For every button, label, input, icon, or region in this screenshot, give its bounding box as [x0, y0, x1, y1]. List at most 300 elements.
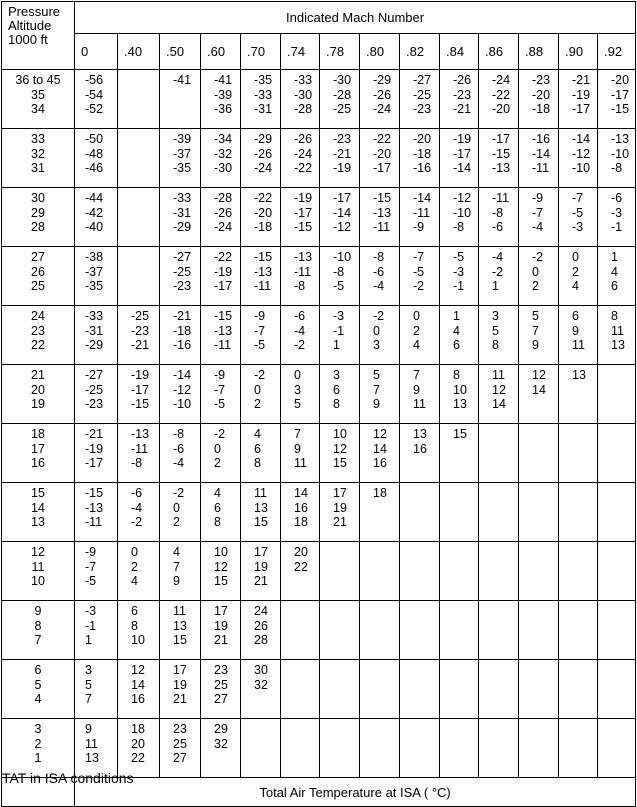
- temperature-value: 0: [131, 545, 138, 559]
- temperature-value: 3: [294, 382, 301, 397]
- temperature-value: -35: [85, 279, 104, 293]
- temperature-cell: [118, 483, 160, 542]
- temperature-cell: [440, 365, 479, 424]
- mach-column-header: .80: [360, 33, 400, 69]
- temperature-value: 0: [572, 250, 579, 264]
- temperature-cell: [559, 542, 598, 601]
- temperature-cell: [598, 365, 636, 424]
- temperature-value: 4: [131, 574, 138, 588]
- temperature-value: 23: [214, 663, 228, 677]
- temperature-value: 13: [173, 618, 187, 633]
- temperature-value: 16: [294, 500, 308, 515]
- altitude-cell: [2, 601, 75, 660]
- temperature-value: -20: [254, 205, 273, 220]
- temperature-cell: [118, 188, 160, 247]
- altitude-cell: [2, 719, 75, 778]
- temperature-value: -18: [413, 146, 432, 161]
- temperature-cell: [479, 542, 519, 601]
- temperature-value: -23: [532, 73, 551, 87]
- temperature-value: 13: [611, 338, 625, 352]
- temperature-value: -14: [413, 191, 432, 205]
- altitude-cell: [2, 660, 75, 719]
- temperature-value: -8: [611, 161, 623, 175]
- footer-label: Total Air Temperature at ISA ( °C): [75, 778, 636, 807]
- altitude-value: 32: [31, 146, 45, 161]
- temperature-cell: [479, 601, 519, 660]
- table-row: [2, 601, 636, 660]
- temperature-cell: [320, 129, 360, 188]
- altitude-value: 19: [31, 397, 45, 411]
- temperature-value: -20: [611, 73, 630, 87]
- temperature-cell: [75, 129, 118, 188]
- temperature-value: 16: [131, 692, 145, 706]
- temperature-value: 20: [294, 545, 308, 559]
- temperature-cell: [160, 247, 201, 306]
- altitude-cell: [2, 542, 75, 601]
- temperature-cell: [360, 719, 400, 778]
- temperature-cell: [320, 365, 360, 424]
- pressure-altitude-line-3: 1000 ft: [8, 32, 48, 47]
- temperature-value: 30: [254, 663, 268, 677]
- temperature-value: -23: [173, 279, 192, 293]
- temperature-cell: [598, 247, 636, 306]
- temperature-value: -19: [453, 132, 472, 146]
- temperature-cell: [201, 601, 241, 660]
- temperature-value: 18: [131, 722, 145, 736]
- temperature-cell: [201, 247, 241, 306]
- temperature-cell: [440, 424, 479, 483]
- temperature-value: 17: [214, 604, 228, 618]
- temperature-cell: [598, 129, 636, 188]
- temperature-value: -29: [85, 338, 104, 352]
- temperature-value: 12: [532, 368, 546, 382]
- table-row: [2, 365, 636, 424]
- altitude-cell: [2, 483, 75, 542]
- altitude-value: 13: [31, 515, 45, 529]
- temperature-value: -3: [85, 604, 97, 618]
- temperature-cell: [201, 424, 241, 483]
- temperature-value: -13: [254, 264, 273, 279]
- temperature-value: -5: [413, 264, 425, 279]
- altitude-value: 9: [34, 604, 42, 618]
- altitude-value: 3: [34, 722, 42, 736]
- temperature-value: -10: [453, 205, 472, 220]
- temperature-value: 7: [373, 382, 380, 397]
- temperature-value: 32: [254, 677, 268, 692]
- temperature-cell: [479, 660, 519, 719]
- mach-column-header: .78: [320, 33, 360, 69]
- temperature-value: -11: [492, 191, 510, 205]
- temperature-value: -7: [214, 382, 226, 397]
- temperature-cell: [281, 306, 320, 365]
- altitude-value: 36 to 45: [15, 73, 61, 87]
- temperature-cell: [201, 719, 241, 778]
- temperature-cell: [118, 247, 160, 306]
- temperature-value: -19: [333, 161, 352, 175]
- temperature-value: 5: [532, 309, 539, 323]
- temperature-cell: [440, 542, 479, 601]
- temperature-value: -28: [294, 102, 313, 116]
- temperature-cell: [118, 424, 160, 483]
- temperature-cell: [241, 188, 281, 247]
- temperature-cell: [598, 601, 636, 660]
- temperature-value: -33: [85, 309, 104, 323]
- temperature-value: -44: [85, 191, 104, 205]
- temperature-value: -34: [214, 132, 233, 146]
- table-row: [2, 660, 636, 719]
- mach-column-header: .88: [519, 33, 559, 69]
- temperature-cell: [281, 365, 320, 424]
- table-row: [2, 483, 636, 542]
- temperature-value: -26: [373, 87, 392, 102]
- temperature-cell: [400, 424, 440, 483]
- temperature-value: -21: [173, 309, 192, 323]
- temperature-value: 2: [532, 279, 539, 293]
- temperature-cell: [440, 601, 479, 660]
- temperature-value: 3: [492, 309, 499, 323]
- table-row: [2, 542, 636, 601]
- mach-column-header: 0: [75, 33, 118, 69]
- temperature-value: 9: [373, 397, 380, 411]
- temperature-value: -15: [214, 309, 233, 323]
- temperature-value: 14: [131, 677, 145, 692]
- temperature-cell: [160, 542, 201, 601]
- temperature-value: -21: [333, 146, 352, 161]
- temperature-value: 7: [294, 427, 301, 441]
- altitude-value: 33: [31, 132, 45, 146]
- temperature-value: -7: [413, 250, 425, 264]
- temperature-value: -33: [173, 191, 192, 205]
- temperature-cell: [118, 129, 160, 188]
- temperature-value: 25: [173, 736, 187, 751]
- mach-column-header: .50: [160, 33, 201, 69]
- temperature-value: -17: [333, 191, 352, 205]
- temperature-value: -9: [532, 191, 544, 205]
- temperature-value: -22: [214, 250, 233, 264]
- altitude-value: 21: [31, 368, 45, 382]
- temperature-cell: [360, 306, 400, 365]
- temperature-cell: [519, 365, 559, 424]
- temperature-value: -38: [85, 250, 104, 264]
- temperature-value: 18: [373, 486, 387, 500]
- temperature-value: 2: [173, 515, 180, 529]
- temperature-value: -3: [333, 309, 345, 323]
- temperature-value: -11: [85, 515, 103, 529]
- temperature-value: 16: [373, 456, 387, 470]
- temperature-cell: [201, 129, 241, 188]
- mach-column-header: .74: [281, 33, 320, 69]
- temperature-value: -29: [254, 132, 273, 146]
- temperature-value: 19: [173, 677, 187, 692]
- temperature-value: 11: [85, 736, 98, 751]
- altitude-value: 10: [31, 574, 45, 588]
- temperature-cell: [281, 719, 320, 778]
- temperature-value: -11: [131, 441, 149, 456]
- temperature-value: 6: [254, 441, 261, 456]
- temperature-value: -39: [214, 87, 233, 102]
- temperature-cell: [519, 306, 559, 365]
- temperature-value: 7: [173, 559, 180, 574]
- temperature-cell: [281, 601, 320, 660]
- temperature-value: 11: [572, 338, 585, 352]
- altitude-cell: [2, 424, 75, 483]
- temperature-value: 2: [214, 456, 221, 470]
- temperature-cell: [400, 70, 440, 129]
- temperature-value: -10: [572, 161, 591, 175]
- temperature-value: 2: [254, 397, 261, 411]
- temperature-value: -12: [173, 382, 192, 397]
- temperature-value: 8: [611, 309, 618, 323]
- temperature-value: -25: [131, 309, 150, 323]
- temperature-value: -6: [294, 309, 306, 323]
- temperature-cell: [320, 483, 360, 542]
- temperature-value: 13: [453, 397, 467, 411]
- temperature-cell: [320, 188, 360, 247]
- temperature-value: 1: [333, 338, 340, 352]
- temperature-value: -21: [131, 338, 150, 352]
- temperature-value: 5: [492, 323, 499, 338]
- temperature-cell: [118, 660, 160, 719]
- temperature-value: -24: [492, 73, 511, 87]
- temperature-cell: [479, 719, 519, 778]
- altitude-value: 27: [31, 250, 45, 264]
- temperature-value: 3: [333, 368, 340, 382]
- temperature-value: -41: [214, 73, 233, 87]
- temperature-value: 4: [413, 338, 420, 352]
- temperature-cell: [241, 719, 281, 778]
- temperature-value: 25: [214, 677, 228, 692]
- temperature-value: -9: [254, 309, 266, 323]
- temperature-value: -8: [373, 250, 385, 264]
- temperature-value: -17: [611, 87, 630, 102]
- temperature-value: 3: [373, 338, 380, 352]
- temperature-value: -2: [173, 486, 185, 500]
- altitude-value: 24: [31, 309, 45, 323]
- temperature-value: 6: [572, 309, 579, 323]
- temperature-cell: [598, 188, 636, 247]
- temperature-value: -54: [85, 87, 104, 102]
- temperature-value: 0: [294, 368, 301, 382]
- pressure-altitude-line-1: Pressure: [8, 4, 61, 19]
- altitude-value: 7: [34, 633, 42, 647]
- temperature-value: -17: [131, 382, 150, 397]
- temperature-value: -29: [173, 220, 192, 234]
- temperature-value: -31: [85, 323, 104, 338]
- temperature-value: 9: [294, 441, 301, 456]
- table-row: [2, 424, 636, 483]
- temperature-value: 20: [131, 736, 145, 751]
- temperature-value: 9: [413, 382, 420, 397]
- temperature-cell: [440, 188, 479, 247]
- temperature-value: 13: [85, 751, 99, 765]
- temperature-cell: [400, 719, 440, 778]
- temperature-cell: [241, 247, 281, 306]
- temperature-value: -48: [85, 146, 104, 161]
- mach-column-header: .82: [400, 33, 440, 69]
- temperature-value: -23: [131, 323, 150, 338]
- temperature-value: 12: [333, 441, 347, 456]
- table-row: [2, 306, 636, 365]
- temperature-value: 15: [214, 574, 228, 588]
- altitude-cell: [2, 188, 75, 247]
- temperature-value: 11: [173, 604, 186, 618]
- table-row: [2, 247, 636, 306]
- altitude-value: 2: [34, 736, 42, 751]
- temperature-cell: [201, 306, 241, 365]
- temperature-cell: [519, 424, 559, 483]
- temperature-value: -13: [611, 132, 630, 146]
- temperature-cell: [118, 542, 160, 601]
- temperature-value: -9: [214, 368, 226, 382]
- altitude-value: 17: [31, 441, 45, 456]
- altitude-value: 29: [31, 205, 45, 220]
- temperature-value: 10: [333, 427, 347, 441]
- temperature-cell: [160, 601, 201, 660]
- temperature-value: 9: [85, 722, 92, 736]
- mach-number-header: Indicated Mach Number: [75, 2, 636, 34]
- temperature-value: 11: [492, 368, 505, 382]
- temperature-value: -14: [453, 161, 472, 175]
- temperature-value: -5: [85, 574, 97, 588]
- altitude-value: 22: [31, 338, 45, 352]
- temperature-cell: [559, 424, 598, 483]
- temperature-cell: [160, 129, 201, 188]
- temperature-cell: [519, 70, 559, 129]
- header-row-1: [2, 2, 636, 34]
- temperature-cell: [440, 660, 479, 719]
- temperature-cell: [559, 601, 598, 660]
- temperature-value: 4: [254, 427, 261, 441]
- temperature-cell: [440, 483, 479, 542]
- altitude-cell: [2, 70, 75, 129]
- temperature-cell: [519, 660, 559, 719]
- temperature-value: 17: [173, 663, 187, 677]
- temperature-cell: [160, 70, 201, 129]
- temperature-cell: [559, 660, 598, 719]
- temperature-cell: [160, 188, 201, 247]
- temperature-value: -6: [611, 191, 623, 205]
- temperature-cell: [400, 306, 440, 365]
- temperature-value: 15: [173, 633, 187, 647]
- temperature-value: 10: [214, 545, 228, 559]
- mach-column-header: .40: [118, 33, 160, 69]
- temperature-value: -6: [131, 486, 143, 500]
- temperature-value: 0: [173, 500, 180, 515]
- temperature-cell: [559, 129, 598, 188]
- temperature-cell: [281, 70, 320, 129]
- temperature-value: -37: [173, 146, 192, 161]
- temperature-cell: [400, 365, 440, 424]
- temperature-value: -6: [173, 441, 185, 456]
- temperature-value: 4: [453, 323, 460, 338]
- temperature-cell: [118, 601, 160, 660]
- temperature-cell: [360, 365, 400, 424]
- temperature-value: -13: [373, 205, 392, 220]
- temperature-value: 26: [254, 618, 268, 633]
- altitude-value: 25: [31, 279, 45, 293]
- temperature-cell: [281, 483, 320, 542]
- temperature-value: 14: [294, 486, 308, 500]
- temperature-cell: [360, 424, 400, 483]
- temperature-value: 19: [214, 618, 228, 633]
- temperature-cell: [75, 247, 118, 306]
- temperature-value: -13: [214, 323, 233, 338]
- temperature-value: -14: [532, 146, 551, 161]
- temperature-value: 10: [453, 382, 467, 397]
- altitude-value: 23: [31, 323, 45, 338]
- temperature-value: -37: [85, 264, 104, 279]
- temperature-value: 6: [131, 604, 138, 618]
- temperature-value: -8: [333, 264, 345, 279]
- temperature-cell: [320, 542, 360, 601]
- temperature-value: -4: [173, 456, 185, 470]
- temperature-value: -5: [214, 397, 226, 411]
- temperature-cell: [241, 306, 281, 365]
- temperature-value: -1: [333, 323, 345, 338]
- temperature-cell: [559, 188, 598, 247]
- temperature-value: -17: [492, 132, 511, 146]
- temperature-cell: [201, 542, 241, 601]
- temperature-value: 9: [572, 323, 579, 338]
- temperature-value: 29: [214, 722, 228, 736]
- temperature-value: 10: [131, 633, 145, 647]
- temperature-cell: [440, 70, 479, 129]
- temperature-value: -12: [572, 146, 591, 161]
- temperature-value: 15: [453, 427, 467, 441]
- temperature-value: 8: [214, 515, 221, 529]
- temperature-value: 5: [294, 397, 301, 411]
- temperature-value: 4: [214, 486, 221, 500]
- temperature-cell: [598, 70, 636, 129]
- temperature-value: 0: [214, 441, 221, 456]
- temperature-value: 12: [373, 427, 387, 441]
- temperature-cell: [201, 483, 241, 542]
- temperature-cell: [241, 129, 281, 188]
- altitude-value: 6: [34, 663, 42, 677]
- temperature-cell: [479, 365, 519, 424]
- temperature-value: 22: [131, 751, 145, 765]
- temperature-value: 1: [492, 279, 499, 293]
- temperature-value: -19: [294, 191, 313, 205]
- temperature-value: -14: [333, 205, 352, 220]
- temperature-value: -11: [294, 264, 312, 279]
- temperature-value: 6: [333, 382, 340, 397]
- mach-column-header: .86: [479, 33, 519, 69]
- temperature-value: -40: [85, 220, 104, 234]
- temperature-value: -22: [294, 161, 313, 175]
- temperature-value: 11: [611, 323, 624, 338]
- temperature-value: -7: [254, 323, 266, 338]
- temperature-value: -6: [373, 264, 385, 279]
- temperature-value: 11: [294, 456, 307, 470]
- temperature-value: -35: [254, 73, 273, 87]
- temperature-cell: [75, 542, 118, 601]
- temperature-value: 19: [333, 500, 347, 515]
- temperature-value: -8: [131, 456, 143, 470]
- temperature-value: 5: [85, 677, 92, 692]
- temperature-value: 32: [214, 736, 228, 751]
- temperature-value: 8: [131, 618, 138, 633]
- mach-column-header: .90: [559, 33, 598, 69]
- temperature-value: -27: [85, 368, 104, 382]
- temperature-value: -22: [254, 191, 273, 205]
- temperature-value: 12: [131, 663, 145, 677]
- temperature-value: -11: [373, 220, 391, 234]
- pressure-altitude-header: [2, 2, 75, 70]
- altitude-value: 15: [31, 486, 45, 500]
- temperature-cell: [519, 601, 559, 660]
- temperature-cell: [75, 424, 118, 483]
